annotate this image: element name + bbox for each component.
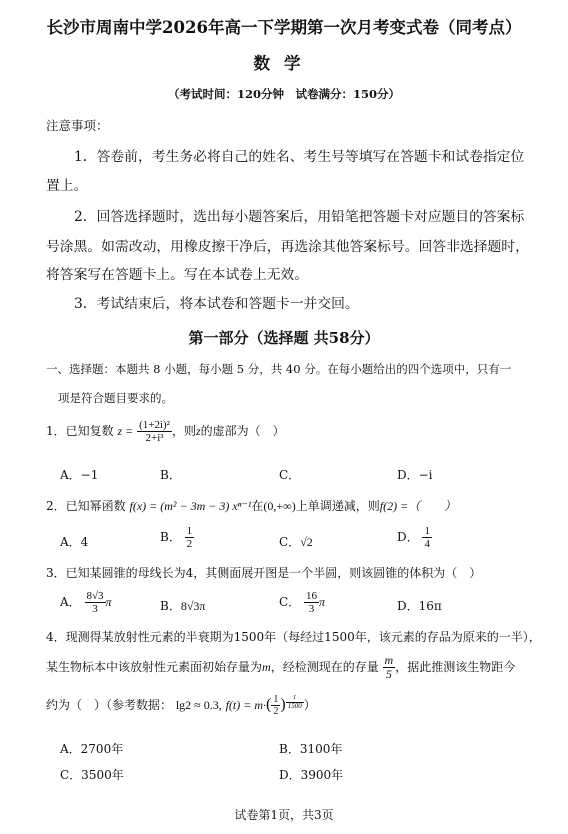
question-1-number: 1． — [46, 424, 66, 438]
part-one-title: 第一部分（选择题 共58分） — [188, 329, 380, 347]
question-4-line-3: 约为（ ）（参考数据： lg2 ≈ 0.3, f(t) = m·( $\frac{1}{2}$ ) $\frac{t}{1500}$ ） — [46, 693, 316, 717]
question-1-option-b: B． — [160, 468, 181, 482]
exam-title: 长沙市周南中学2026年高一下学期第一次月考变式卷（同考点） — [46, 18, 522, 37]
question-3-text: 已知某圆锥的母线长为4，其侧面展开图是一个半圆，则该圆锥的体积为（ ） — [65, 566, 482, 580]
time-info: （考试时间：120分钟 试卷满分：150分） — [167, 87, 400, 101]
question-4-line-1-text: 现测得某放射性元素的半衰期为1500年（每经过1500年，该元素的存品为原来的一半）， — [65, 630, 541, 644]
question-4-fraction-numerator: m — [384, 653, 394, 667]
question-3-option-c — [279, 590, 325, 615]
notice-item-2-line-3: 将答案写在答题卡上。写在本试卷上无效。 — [46, 267, 309, 283]
question-4-option-c: C．3500年 — [60, 768, 124, 782]
question-2-option-b-fraction — [185, 525, 195, 550]
question-2-text-post: 上单调递减，则 — [295, 499, 380, 513]
question-2-number: 2． — [46, 499, 66, 513]
question-3-option-a — [60, 590, 112, 615]
question-1-var: z — [196, 424, 201, 438]
question-4-line-2-pre: 某生物标本中该放射性元素面初始存量为 — [46, 660, 263, 675]
question-2-option-b-label: B． — [160, 530, 181, 545]
question-3-stem — [46, 564, 481, 581]
question-4-reference-lg2: lg2 ≈ 0.3, — [175, 698, 222, 712]
question-1-formula-lhs: z = — [117, 424, 134, 438]
question-3-option-c-label: C． — [279, 595, 301, 610]
question-4-reference-fraction — [271, 694, 280, 717]
question-4-reference-ft: f(t) = m· — [225, 698, 267, 712]
question-2-option-d-fraction — [422, 525, 432, 550]
question-2-text-pre: 已知幂函数 — [65, 499, 126, 513]
notice-heading: 注意事项： — [46, 118, 109, 133]
question-1-option-d: D．−i — [397, 468, 433, 482]
question-1-option-a: A．−1 — [60, 468, 99, 482]
question-4-number: 4． — [46, 630, 66, 644]
question-3-option-c-pi: π — [319, 595, 326, 610]
question-1-fraction-numerator: (1+2i)² — [139, 418, 170, 431]
question-3-option-a-label: A． — [60, 595, 81, 610]
question-4-option-b: B．3100年 — [279, 742, 343, 756]
notice-item-3: 3．考试结束后，将本试卷和答题卡一并交回。 — [74, 296, 359, 312]
page-footer: 试卷第1页，共3页 — [234, 808, 334, 822]
question-1-text-pre: 已知复数 — [65, 424, 114, 438]
question-2-option-c-label: C． — [279, 535, 301, 549]
subject-title: 数学 — [253, 54, 315, 73]
question-3-option-a-denominator: 3 — [92, 603, 98, 616]
question-1-text-post: ，则 — [171, 424, 196, 438]
question-3-option-c-fraction — [304, 590, 319, 615]
notice-item-1-line-2: 置上。 — [46, 178, 88, 194]
question-4-reference-fraction-denominator: 2 — [273, 706, 279, 717]
question-4-reference-exponent — [286, 694, 304, 710]
question-1-fraction — [137, 419, 172, 444]
question-1-stem — [46, 418, 285, 444]
question-2-interval: (0,+∞) — [263, 499, 296, 513]
notice-item-2-line-1: 2．回答选择题时，选出每小题答案后，用铅笔把答题卡对应题目的答案标 — [74, 209, 525, 225]
question-4-line-3-pre: 约为（ ）（参考数据： — [46, 698, 173, 712]
question-4-option-d: D．3900年 — [279, 768, 344, 782]
question-1-text-end: 的虚部为（ ） — [200, 424, 285, 438]
question-4-fraction-denominator: 5 — [385, 667, 392, 682]
question-2-text-mid: 在 — [251, 499, 264, 513]
question-4-line-2-mid: ，经检测现在的存量 — [270, 660, 379, 675]
question-2-option-d-denominator: 4 — [424, 538, 430, 551]
question-2-option-d — [397, 525, 432, 550]
notice-item-1-line-1: 1．答卷前，考生务必将自己的姓名、考生号等填写在答题卡和试卷指定位 — [74, 149, 525, 165]
question-3-option-a-pi: π — [105, 595, 112, 610]
question-4-fraction — [383, 654, 396, 681]
question-2-option-c — [279, 533, 313, 550]
question-3-option-b-label: B． — [160, 599, 181, 613]
question-3-option-d: D．16π — [397, 599, 442, 613]
question-2-formula: f(x) = (m² − 3m − 3) xⁿ⁻¹ — [129, 499, 252, 513]
notice-item-2-line-2: 号涂黑。如需改动，用橡皮擦干净后，再选涂其他答案标号。回答非选择题时， — [46, 239, 529, 255]
question-4-line-2 — [46, 654, 515, 681]
question-3-option-c-denominator: 3 — [308, 603, 315, 616]
question-2-option-c-value: √2 — [300, 535, 313, 549]
question-2-option-d-label: D． — [397, 530, 419, 545]
question-4-option-a: A．2700年 — [60, 742, 124, 756]
question-4-reference-exponent-denominator: 1500 — [287, 701, 302, 710]
question-2-ask: f(2) =（ ） — [379, 499, 457, 513]
question-3-option-a-fraction — [85, 590, 106, 615]
question-3-number: 3． — [46, 566, 66, 580]
question-4-line-2-post: ，据此推测该生物距今 — [395, 660, 516, 675]
question-4-reference-fraction-numerator: 1 — [273, 694, 279, 705]
question-4-var-m: m — [262, 660, 271, 675]
question-2-option-b — [160, 525, 194, 550]
question-3-option-c-numerator: 16 — [306, 590, 318, 602]
section-intro-line-1: 一、选择题：本题共 8 小题，每小题 5 分，共 40 分。在每小题给出的四个选项中，只有一 — [46, 362, 512, 376]
question-4-line-1 — [46, 628, 541, 645]
question-2-option-b-denominator: 2 — [186, 538, 193, 551]
question-1-fraction-denominator: 2+i³ — [145, 432, 164, 444]
question-3-option-a-numerator: 8√3 — [86, 590, 104, 602]
question-1-option-c: C． — [279, 468, 301, 482]
question-3-option-b — [160, 597, 205, 614]
question-4-reference-exponent-numerator: t — [286, 694, 304, 703]
question-3-option-b-value: 8√3π — [180, 599, 206, 613]
question-2-stem — [46, 497, 456, 514]
question-2-option-a: A．4 — [60, 535, 89, 549]
question-2-option-b-numerator: 1 — [186, 525, 193, 537]
question-2-option-d-numerator: 1 — [424, 525, 430, 537]
section-intro-line-2: 项是符合题目要求的。 — [58, 391, 173, 405]
question-4-line-3-post: ） — [303, 698, 316, 712]
